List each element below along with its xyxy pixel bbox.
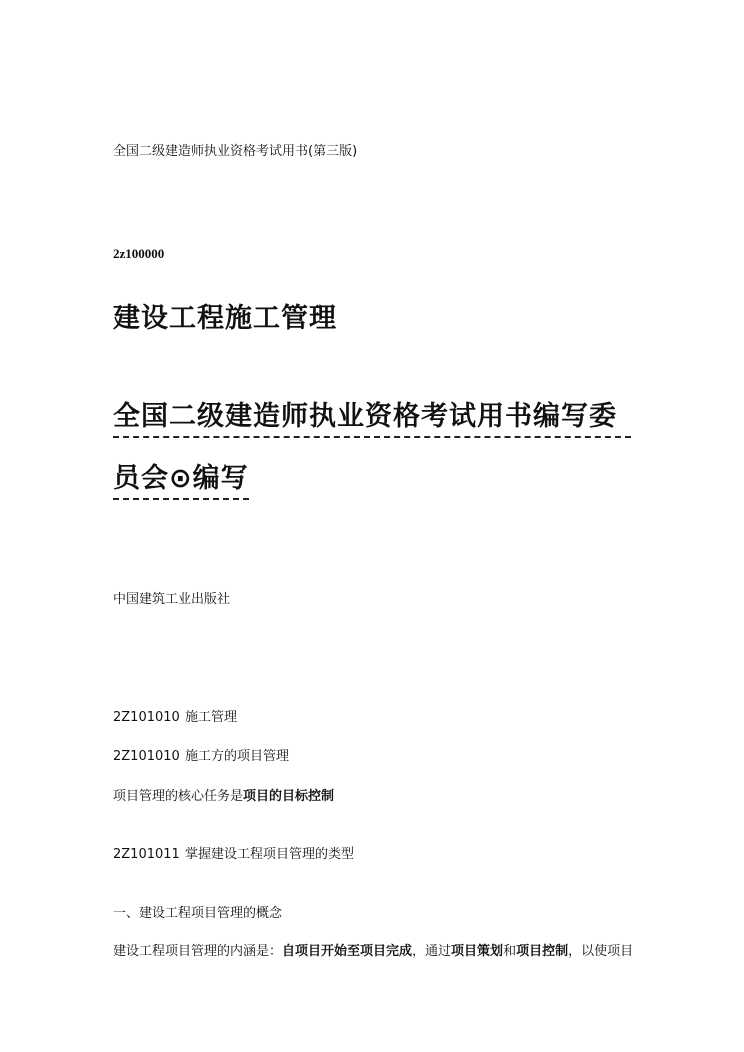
section-title: 施工管理 [185, 710, 238, 725]
section-title: 施工方的项目管理 [185, 749, 290, 764]
subsection-code: 2Z101011 [113, 847, 180, 862]
section-code: 2Z101010 [113, 710, 180, 725]
section-heading [113, 706, 237, 725]
definition-text: ，以使项目 [568, 944, 634, 959]
definition-emphasis: 自项目开始至项目完成 [282, 944, 413, 959]
subsection-heading [113, 843, 354, 862]
definition-text: 建设工程项目管理的内涵是： [113, 944, 283, 959]
heading-one: 一、建设工程项目管理的概念 [113, 906, 283, 921]
section-code: 2Z101010 [113, 749, 180, 764]
book-code: 2z100000 [113, 246, 165, 261]
definition-text: ，通过 [412, 944, 452, 959]
committee-line-2: 员会⊙编写 [113, 456, 249, 500]
publisher: 中国建筑工业出版社 [113, 592, 231, 607]
section-heading [113, 745, 289, 764]
core-task-text [113, 785, 334, 804]
definition-text: 和 [503, 944, 517, 959]
definition-emphasis: 项目策划 [451, 944, 504, 959]
main-title: 建设工程施工管理 [113, 303, 337, 334]
subsection-title: 掌握建设工程项目管理的类型 [185, 847, 355, 862]
core-task-prefix: 项目管理的核心任务是 [113, 789, 244, 804]
committee-line-1: 全国二级建造师执业资格考试用书编写委 [113, 394, 631, 438]
definition-paragraph [113, 940, 633, 959]
definition-emphasis: 项目控制 [516, 944, 569, 959]
core-task-emphasis: 项目的目标控制 [243, 789, 335, 804]
book-series-title: 全国二级建造师执业资格考试用书(第三版) [113, 144, 358, 159]
